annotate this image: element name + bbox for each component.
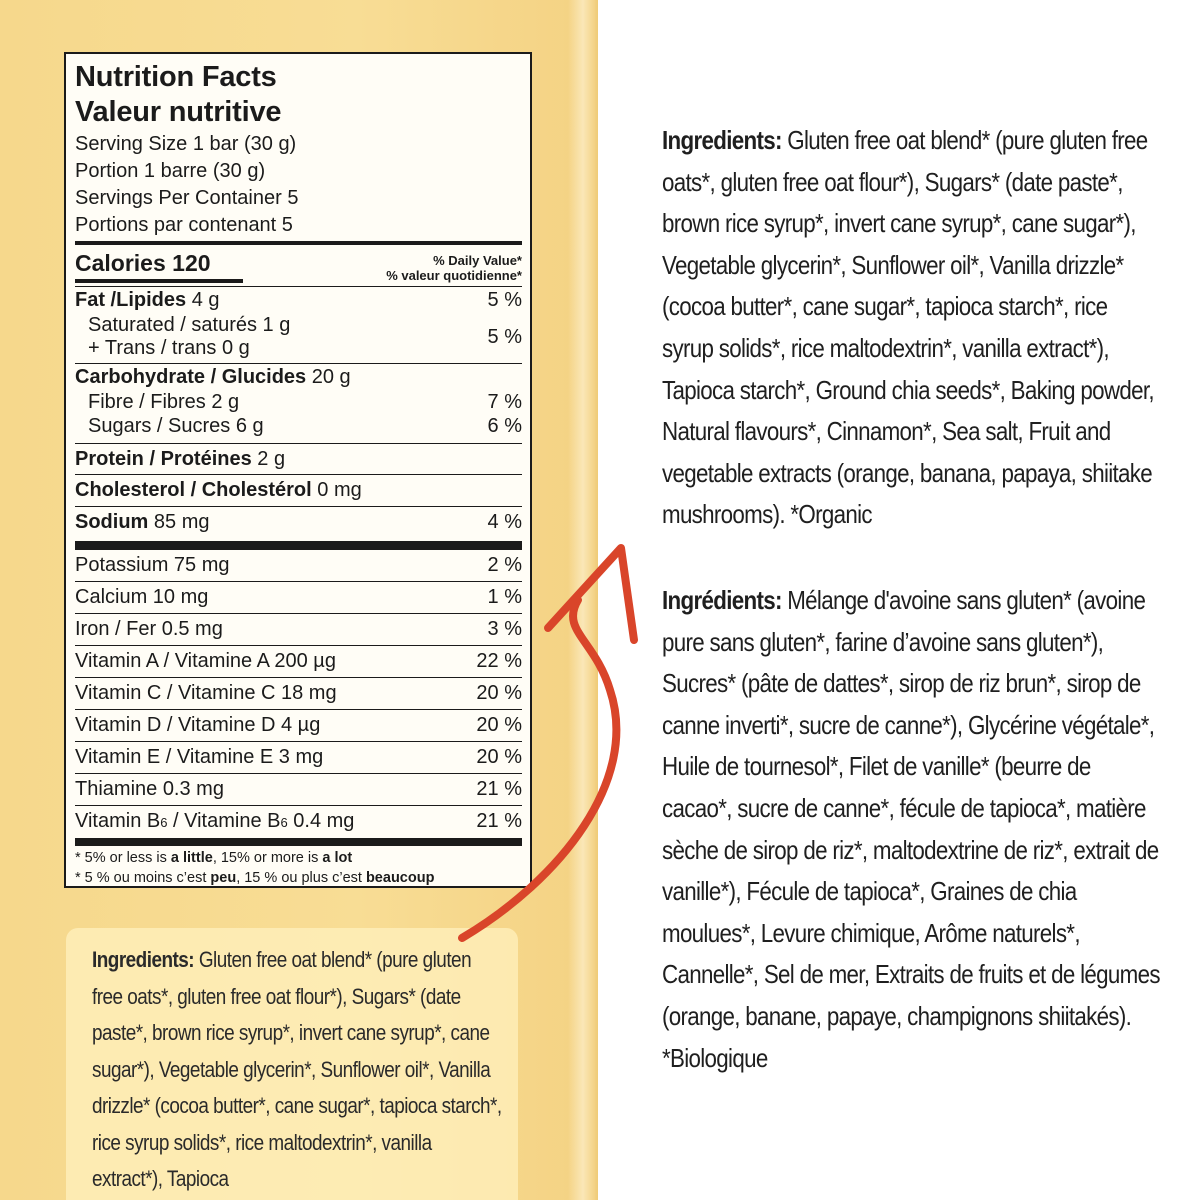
b6-label-fr: / Vitamine B xyxy=(167,810,281,832)
package-ingredients-label: Ingredients: xyxy=(92,947,195,972)
fat-label: Fat /Lipides xyxy=(75,288,187,311)
micronutrient-row xyxy=(75,646,522,677)
micronutrient-label: Iron / Fer 0.5 mg xyxy=(75,618,223,640)
ingredients-en-label: Ingredients: xyxy=(662,125,782,155)
micronutrient-row xyxy=(75,550,522,581)
carbohydrate-row xyxy=(75,364,522,391)
protein-row xyxy=(75,444,522,474)
sodium-percent: 4 % xyxy=(487,511,522,533)
cholesterol-label: Cholesterol / Cholestérol xyxy=(75,479,312,501)
daily-value-header xyxy=(386,253,522,283)
micronutrient-percent: 20 % xyxy=(476,746,522,768)
footnote-fr: * 5 % ou moins c’est peu, 15 % ou plus c’est beaucoup xyxy=(75,870,435,886)
package-ingredients-text xyxy=(92,942,505,1198)
b6-subscript: 6 xyxy=(160,815,168,830)
nutrition-title-fr: Valeur nutritive xyxy=(75,96,282,128)
protein-value: 2 g xyxy=(257,447,286,470)
trans-label: + Trans / trans 0 g xyxy=(88,337,250,359)
b6-percent: 21 % xyxy=(476,810,522,832)
calories-underline xyxy=(75,279,243,283)
fibre-row xyxy=(75,391,522,414)
carbohydrate-value: 20 g xyxy=(311,366,351,388)
divider-thick xyxy=(75,838,522,846)
micronutrient-percent: 2 % xyxy=(487,554,522,576)
cholesterol-value: 0 mg xyxy=(317,479,362,501)
fibre-label: Fibre / Fibres 2 g xyxy=(88,391,240,413)
carbohydrate-label: Carbohydrate / Glucides xyxy=(75,366,307,388)
micronutrient-percent: 3 % xyxy=(487,618,522,640)
b6-label-en: Vitamin B xyxy=(75,810,161,832)
nutrition-facts-panel xyxy=(64,52,532,888)
calories-row xyxy=(75,245,522,283)
cholesterol-row xyxy=(75,475,522,506)
fat-value: 4 g xyxy=(191,288,220,311)
serving-size-fr: Portion 1 barre (30 g) xyxy=(75,160,266,182)
micronutrient-percent: 1 % xyxy=(487,586,522,608)
micronutrient-label: Calcium 10 mg xyxy=(75,586,209,608)
footnote-en: * 5% or less is a little, 15% or more is a lot xyxy=(75,850,353,866)
micronutrient-row-b6 xyxy=(75,806,522,837)
micronutrient-list xyxy=(75,550,522,806)
calories-label: Calories 120 xyxy=(75,250,211,276)
micronutrient-label: Vitamin D / Vitamine D 4 µg xyxy=(75,714,321,736)
b6-amount: 0.4 mg xyxy=(287,810,355,832)
nutrition-title-en: Nutrition Facts xyxy=(75,61,277,93)
micronutrient-label: Vitamin A / Vitamine A 200 µg xyxy=(75,650,336,672)
saturated-label: Saturated / saturés 1 g xyxy=(88,314,291,336)
micronutrient-label: Vitamin C / Vitamine C 18 mg xyxy=(75,682,337,704)
fat-percent: 5 % xyxy=(487,288,522,311)
ingredients-fr-label: Ingrédients: xyxy=(662,585,782,615)
saturated-trans-percent: 5 % xyxy=(487,325,522,348)
package-edge-highlight xyxy=(568,0,598,1200)
protein-label: Protein / Protéines xyxy=(75,447,252,470)
micronutrient-percent: 20 % xyxy=(476,714,522,736)
servings-per-container-en: Servings Per Container 5 xyxy=(75,187,299,209)
micronutrient-row xyxy=(75,710,522,741)
package-ingredients-body: Gluten free oat blend* (pure gluten free oats*, gluten free oat flour*), Sugars* (date paste*, brown rice syrup*, invert cane syrup*, cane sugar*), Vegetable glycerin*, Sunflower oil*, Vanilla drizzle* (cocoa butter*, cane sugar*, tapioca starch*, rice syrup solids*, rice maltodextrin*, vanilla extract*), Tapioca xyxy=(92,947,502,1191)
sugars-label: Sugars / Sucres 6 g xyxy=(88,415,264,437)
micronutrient-percent: 20 % xyxy=(476,682,522,704)
ingredients-en-callout xyxy=(662,120,1161,536)
micronutrient-row xyxy=(75,582,522,613)
micronutrient-label: Thiamine 0.3 mg xyxy=(75,778,224,800)
micronutrient-row xyxy=(75,678,522,709)
micronutrient-label: Vitamin E / Vitamine E 3 mg xyxy=(75,746,324,768)
sodium-label: Sodium xyxy=(75,511,149,533)
micronutrient-row xyxy=(75,774,522,805)
daily-value-en: % Daily Value* xyxy=(433,253,522,268)
micronutrient-label: Potassium 75 mg xyxy=(75,554,230,576)
micronutrient-percent: 21 % xyxy=(476,778,522,800)
divider-thick xyxy=(75,541,522,550)
saturated-trans-group xyxy=(75,313,522,361)
sugars-percent: 6 % xyxy=(487,415,522,437)
micronutrient-row xyxy=(75,614,522,645)
b6-subscript: 6 xyxy=(280,815,288,830)
sodium-value: 85 mg xyxy=(153,511,210,533)
serving-size-en: Serving Size 1 bar (30 g) xyxy=(75,133,297,155)
ingredients-fr-callout xyxy=(662,580,1161,1079)
sodium-row xyxy=(75,507,522,538)
footnote xyxy=(75,846,522,888)
fibre-percent: 7 % xyxy=(487,391,522,413)
servings-per-container-fr: Portions par contenant 5 xyxy=(75,214,293,236)
fat-row xyxy=(75,287,522,313)
ingredients-fr-body: Mélange d'avoine sans gluten* (avoine pure sans gluten*, farine d’avoine sans gluten*), Sucres* (pâte de dattes*, sirop de riz brun*, sirop de canne inverti*, sucre de canne*), Glycérine végétale*, Huile de tournesol*, Filet de vanille* (beurre de cacao*, sucre de canne*, fécule de tapioca*, matière sèche de sirop de riz*, maltodextrine de riz*, extrait de vanille*), Fécule de tapioca*, Graines de chia moulues*, Levure chimique, Arôme naturels*, Cannelle*, Sel de mer, Extraits de fruits et de légumes (orange, banane, papaye, champignons shiitakés). *Biologique xyxy=(662,585,1160,1073)
daily-value-fr: % valeur quotidienne* xyxy=(386,268,522,283)
sugars-row xyxy=(75,414,522,439)
package-ingredients-box xyxy=(66,928,518,1200)
micronutrient-row xyxy=(75,742,522,773)
micronutrient-percent: 22 % xyxy=(476,650,522,672)
ingredients-en-body: Gluten free oat blend* (pure gluten free oats*, gluten free oat flour*), Sugars* (date paste*, brown rice syrup*, invert cane syrup*, cane sugar*), Vegetable glycerin*, Sunflower oil*, Vanilla drizzle* (cocoa butter*, cane sugar*, tapioca starch*, rice syrup solids*, rice maltodextrin*, vanilla extract*), Tapioca starch*, Ground chia seeds*, Baking powder, Natural flavours*, Cinnamon*, Sea salt, Fruit and vegetable extracts (orange, banana, papaya, shiitake mushrooms). *Organic xyxy=(662,125,1154,530)
